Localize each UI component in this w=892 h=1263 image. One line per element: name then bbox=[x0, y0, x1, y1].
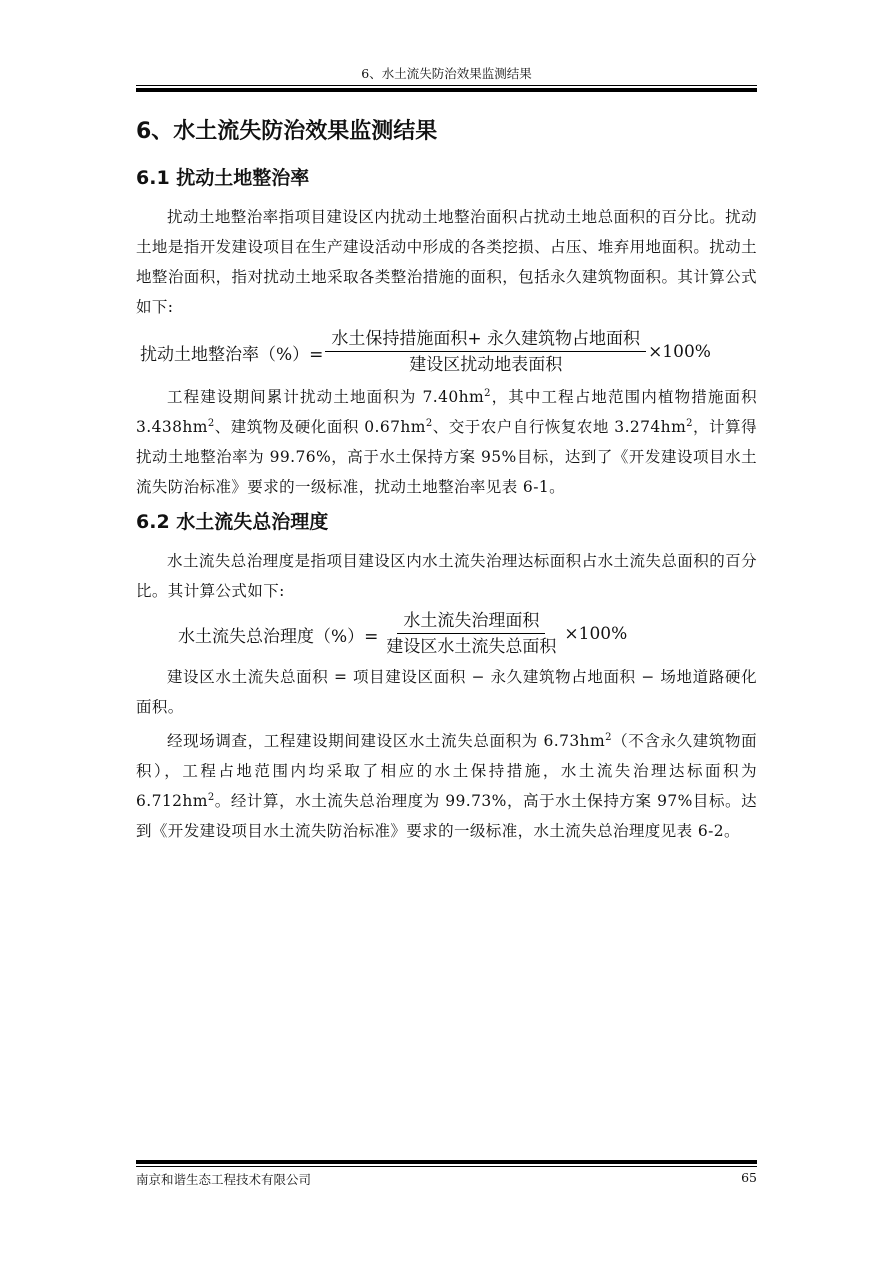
subsection-heading-6-2: 6.2 水土流失总治理度 bbox=[136, 511, 329, 533]
formula-factor: ×100% bbox=[564, 624, 628, 644]
text-run: 经现场调查，工程建设期间建设区水土流失总面积为 6.73hm bbox=[167, 732, 606, 750]
formula-lhs: 扰动土地整治率（%）= bbox=[140, 344, 324, 365]
paragraph-erosion-control-definition: 水土流失总治理度是指项目建设区内水土流失治理达标面积占水土流失总面积的百分比。其计算公式如下: bbox=[136, 552, 757, 600]
paragraph-total-erosion-area-definition: 建设区水土流失总面积 = 项目建设区面积 − 永久建筑物占地面积 − 场地道路硬化面积。 bbox=[136, 668, 757, 716]
formula-disturbed-land-rate bbox=[140, 328, 757, 376]
text-run: 。经计算，水土流失总治理度为 99.73%，高于水土保持方案 97%目标。达到《开发建设项目水土流失防治标准》要求的一级标准，水土流失总治理度见表 6-2。 bbox=[136, 792, 757, 840]
subsection-heading-6-1: 6.1 扰动土地整治率 bbox=[136, 167, 310, 189]
text-run: ，其中工程占地范围内植物措施面积 3.438hm bbox=[136, 388, 757, 436]
text-run: 、交于农户自行恢复农地 3.274hm bbox=[432, 418, 687, 436]
superscript: 2 bbox=[605, 731, 612, 743]
formula-denominator: 建设区扰动地表面积 bbox=[409, 355, 563, 375]
superscript: 2 bbox=[425, 417, 433, 429]
formula-lhs: 水土流失总治理度（%）= bbox=[178, 626, 379, 647]
footer-rule-thin bbox=[136, 1166, 757, 1167]
formula-denominator: 建设区水土流失总面积 bbox=[386, 637, 557, 657]
superscript: 2 bbox=[207, 791, 215, 803]
text-run: （不含永久建筑物面积），工程占地范围内均采取了相应的水土保持措施，水土流失治理达标面积为 6.712hm bbox=[136, 732, 757, 810]
formula-numerator: 水土保持措施面积+ 永久建筑物占地面积 bbox=[325, 328, 646, 352]
header-rule-thick bbox=[136, 88, 757, 92]
formula-factor: ×100% bbox=[648, 342, 711, 362]
text-run: 工程建设期间累计扰动土地面积为 7.40hm bbox=[167, 388, 485, 406]
formula-erosion-control-degree bbox=[178, 610, 757, 658]
page-number: 65 bbox=[741, 1170, 757, 1185]
superscript: 2 bbox=[207, 417, 215, 429]
running-header: 6、水土流失防治效果监测结果 bbox=[361, 66, 532, 81]
footer-company: 南京和谐生态工程技术有限公司 bbox=[136, 1172, 312, 1187]
formula-fraction bbox=[380, 610, 562, 658]
formula-fraction bbox=[325, 328, 646, 376]
section-title: 6、水土流失防治效果监测结果 bbox=[136, 119, 438, 144]
text-run: 、建筑物及硬化面积 0.67hm bbox=[214, 418, 426, 436]
formula-numerator: 水土流失治理面积 bbox=[397, 610, 545, 634]
page-content bbox=[136, 112, 757, 846]
header-rule-thin bbox=[136, 85, 757, 86]
text-run: ，计算得扰动土地整治率为 99.76%，高于水土保持方案 95%目标，达到了《开发建设项目水土流失防治标准》要求的一级标准，扰动土地整治率见表 6-1。 bbox=[136, 418, 757, 496]
superscript: 2 bbox=[484, 387, 491, 399]
paragraph-disturbed-land-result bbox=[136, 382, 757, 502]
paragraph-erosion-control-result bbox=[136, 726, 757, 846]
footer-rule-thick bbox=[136, 1160, 757, 1164]
superscript: 2 bbox=[686, 417, 693, 429]
paragraph-disturbed-land-definition: 扰动土地整治率指项目建设区内扰动土地整治面积占扰动土地总面积的百分比。扰动土地是指开发建设项目在生产建设活动中形成的各类挖损、占压、堆弃用地面积。扰动土地整治面积，指对扰动土地采取各类整治措施的面积，包括永久建筑物面积。其计算公式如下: bbox=[136, 208, 757, 316]
